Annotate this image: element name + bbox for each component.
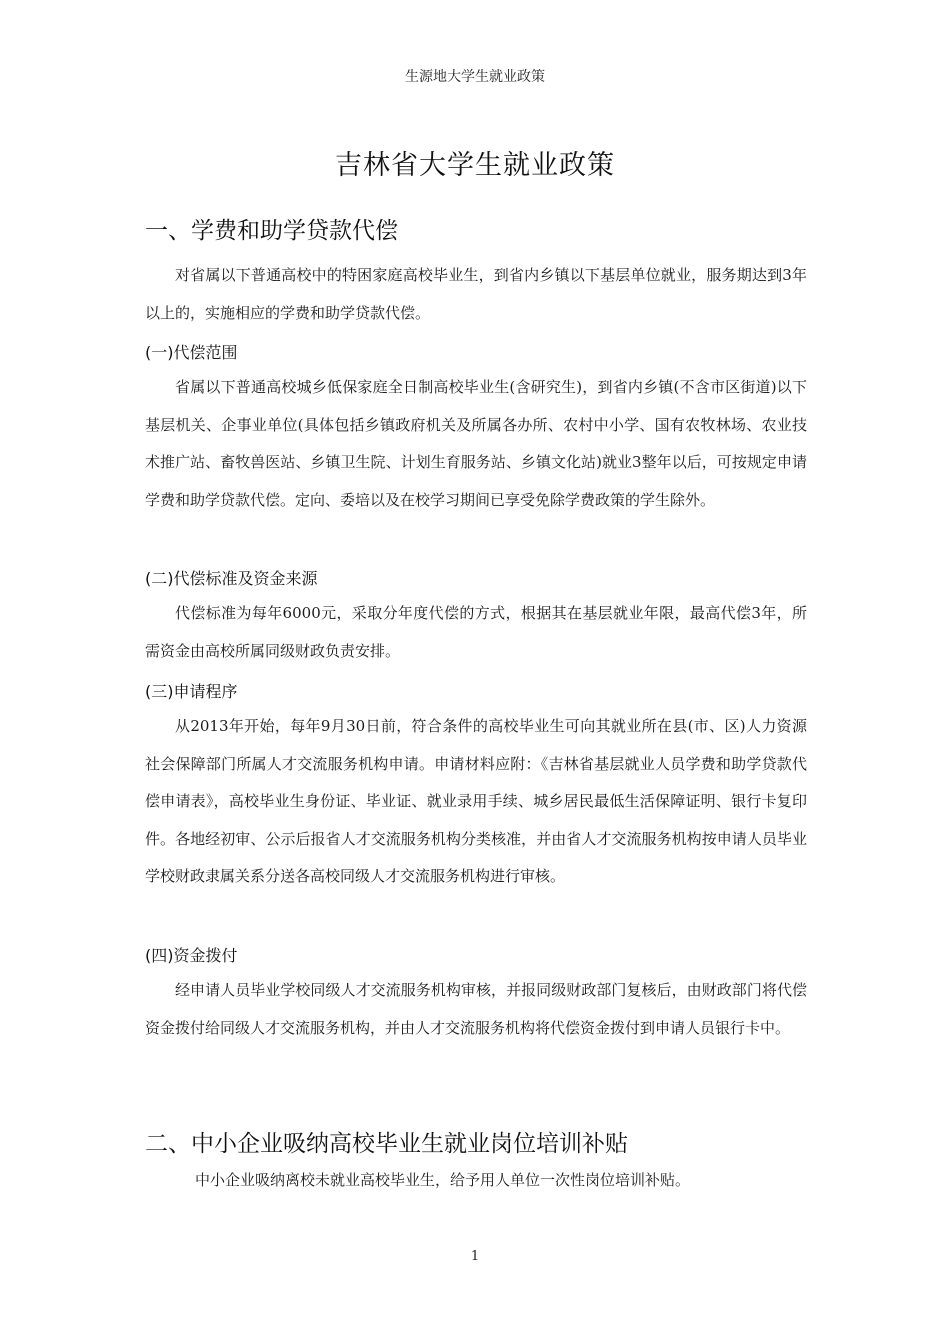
section-1-intro: 对省属以下普通高校中的特困家庭高校毕业生，到省内乡镇以下基层单位就业，服务期达到3年以上的，实施相应的学费和助学贷款代偿。 (145, 266, 807, 322)
section-heading-1: 一、学费和助学贷款代偿 (145, 218, 398, 244)
section-heading-2: 二、中小企业吸纳高校毕业生就业岗位培训补贴 (145, 1131, 628, 1157)
document-title: 吉林省大学生就业政策 (335, 150, 615, 181)
subsection-1-body: 省属以下普通高校城乡低保家庭全日制高校毕业生(含研究生)，到省内乡镇(不含市区街道)以下基层机关、企事业单位(具体包括乡镇政府机关及所属各办所、农村中小学、国有农牧林场、农业技术推广站、畜牧兽医站、乡镇卫生院、计划生育服务站、乡镇文化站)就业3整年以后，可按规定申请学费和助学贷款代偿。定向、委培以及在校学习期间已享受免除学费政策的学生除外。 (145, 378, 807, 509)
subsection-heading-4: (四)资金拨付 (145, 946, 238, 965)
subsection-3-body: 从2013年开始，每年9月30日前，符合条件的高校毕业生可向其就业所在县(市、区)人力资源社会保障部门所属人才交流服务机构申请。申请材料应附：《吉林省基层就业人员学费和助学贷款代偿申请表》，高校毕业生身份证、毕业证、就业录用手续、城乡居民最低生活保障证明、银行卡复印件。各地经初审、公示后报省人才交流服务机构分类核准，并由省人才交流服务机构按申请人员毕业学校财政隶属关系分送各高校同级人才交流服务机构进行审核。 (145, 717, 807, 886)
subsection-heading-3: (三)申请程序 (145, 682, 238, 701)
subsection-heading-1: (一)代偿范围 (145, 343, 238, 362)
subsection-4-body: 经申请人员毕业学校同级人才交流服务机构审核，并报同级财政部门复核后，由财政部门将代偿资金拨付给同级人才交流服务机构，并由人才交流服务机构将代偿资金拨付到申请人员银行卡中。 (145, 981, 807, 1037)
page-header: 生源地大学生就业政策 (405, 69, 545, 85)
subsection-heading-2: (二)代偿标准及资金来源 (145, 569, 318, 588)
page-number: 1 (470, 1249, 480, 1264)
section-2-intro: 中小企业吸纳离校未就业高校毕业生，给予用人单位一次性岗位培训补贴。 (195, 1171, 691, 1189)
subsection-2-body: 代偿标准为每年6000元，采取分年度代偿的方式，根据其在基层就业年限，最高代偿3年，所需资金由高校所属同级财政负责安排。 (145, 604, 807, 660)
